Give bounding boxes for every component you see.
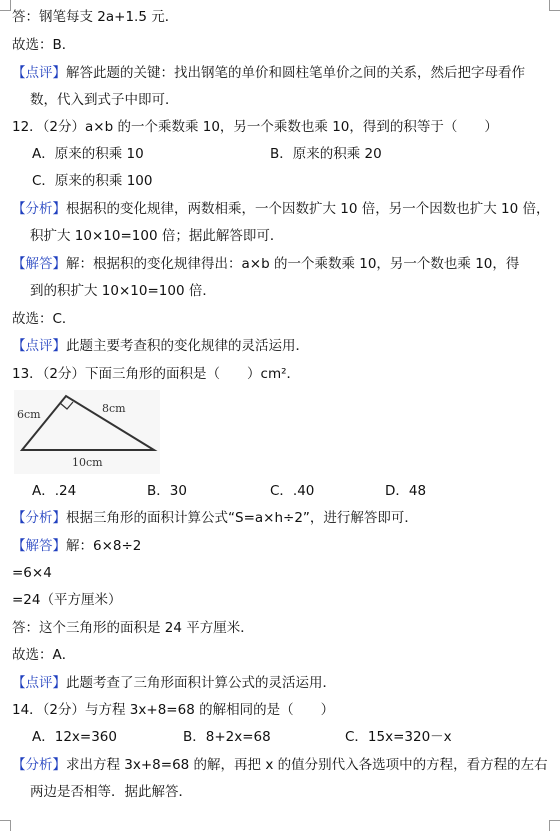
answer-line: 答：钢笔每支 2a+1.5 元． — [12, 9, 179, 25]
option-b: B．8+2x=68 — [183, 729, 271, 745]
solution-line-2: 到的积扩大 10×10=100 倍． — [30, 283, 216, 299]
option-a: A．12x=360 — [32, 729, 117, 745]
analysis-line — [12, 505, 418, 532]
analysis-line — [12, 196, 550, 223]
comment-text: 此题考查了三角形面积计算公式的灵活运用． — [66, 675, 336, 691]
analysis-tag: 【分析】 — [12, 510, 66, 526]
option-c: C．15x=320－x — [345, 729, 452, 745]
comment-tag: 【点评】 — [12, 338, 66, 354]
option-b: B．30 — [147, 483, 187, 499]
option-d: D．48 — [385, 483, 427, 499]
crop-mark — [0, 0, 11, 11]
side-label-10: 10cm — [72, 456, 103, 469]
side-label-8: 8cm — [102, 402, 126, 415]
crop-mark — [549, 0, 560, 11]
analysis-line — [12, 752, 548, 779]
question-12: 12．（2分）a×b 的一个乘数乘 10，另一个乘数也乘 10，得到的积等于（ ） — [12, 119, 498, 135]
analysis-line-2: 两边是否相等．据此解答． — [30, 784, 192, 800]
choice-line: 故选：B． — [12, 37, 76, 53]
solution-step: =6×4 — [12, 565, 52, 581]
comment-line — [12, 670, 336, 697]
analysis-text: 根据三角形的面积计算公式“S=a×h÷2”，进行解答即可． — [66, 510, 418, 526]
solution-tag: 【解答】 — [12, 256, 66, 272]
solution-tag: 【解答】 — [12, 538, 66, 554]
comment-line-2: 数，代入到式子中即可． — [30, 92, 179, 108]
right-angle-mark — [60, 402, 73, 409]
crop-mark — [0, 820, 11, 831]
analysis-tag: 【分析】 — [12, 201, 66, 217]
answer-line: 答：这个三角形的面积是 24 平方厘米． — [12, 620, 254, 636]
solution-text: 解：根据积的变化规律得出：a×b 的一个乘数乘 10，另一个数也乘 10，得 — [66, 256, 520, 272]
analysis-line-2: 积扩大 10×10=100 倍；据此解答即可． — [30, 228, 284, 244]
solution-line — [12, 533, 141, 560]
solution-line — [12, 251, 519, 278]
option-b: B．原来的积乘 20 — [270, 146, 382, 162]
triangle-shape — [22, 396, 154, 450]
solution-step: =24（平方厘米） — [12, 592, 122, 608]
option-c: C．.40 — [270, 483, 315, 499]
option-a: A．.24 — [32, 483, 77, 499]
triangle-figure — [14, 390, 160, 474]
option-a: A．原来的积乘 10 — [32, 146, 144, 162]
question-14: 14．（2分）与方程 3x+8=68 的解相同的是（ ） — [12, 702, 335, 718]
crop-mark — [549, 820, 560, 831]
comment-tag: 【点评】 — [12, 675, 66, 691]
option-c: C．原来的积乘 100 — [32, 173, 153, 189]
comment-text: 解答此题的关键：找出钢笔的单价和圆柱笔单价之间的关系，然后把字母看作 — [66, 65, 525, 81]
choice-line: 故选：C． — [12, 311, 76, 327]
question-13: 13．（2分）下面三角形的面积是（ ）cm²． — [12, 366, 301, 382]
comment-tag: 【点评】 — [12, 65, 66, 81]
comment-line — [12, 333, 309, 360]
analysis-text: 根据积的变化规律，两数相乘，一个因数扩大 10 倍，另一个因数也扩大 10 倍， — [66, 201, 550, 217]
choice-line: 故选：A． — [12, 647, 76, 663]
solution-text: 解：6×8÷2 — [66, 538, 142, 554]
analysis-tag: 【分析】 — [12, 757, 66, 773]
comment-line — [12, 60, 525, 87]
side-label-6: 6cm — [17, 408, 41, 421]
analysis-text: 求出方程 3x+8=68 的解，再把 x 的值分别代入各选项中的方程，看方程的左右 — [66, 757, 548, 773]
triangle-diagram — [14, 390, 160, 474]
comment-text: 此题主要考查积的变化规律的灵活运用． — [66, 338, 309, 354]
